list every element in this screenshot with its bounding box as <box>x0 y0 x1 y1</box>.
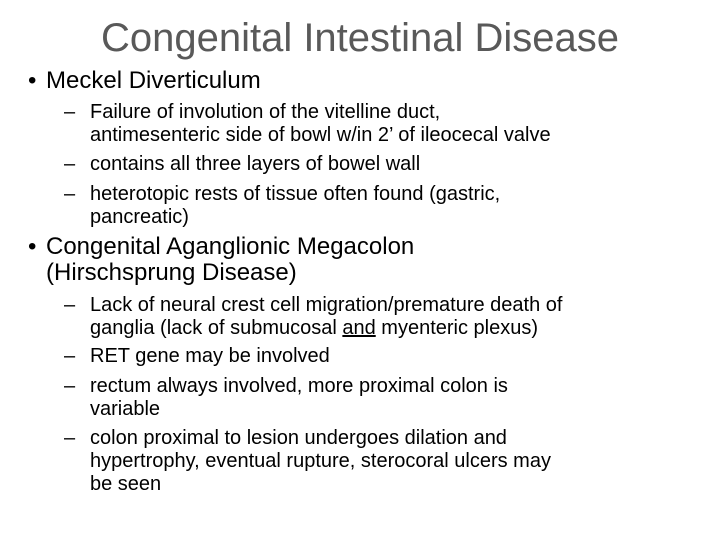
bullet-marker: • <box>28 233 37 260</box>
sub-bullet-rectum <box>64 375 704 421</box>
sub-bullet-text <box>90 294 704 340</box>
sub-bullet-heterotopic <box>64 183 704 229</box>
sub-bullet-neural-crest <box>64 294 704 340</box>
bullet-marker: • <box>28 67 37 94</box>
sub-bullet-text: rectum always involved, more proximal colon is variable <box>90 375 508 420</box>
sub-bullet-colon-proximal <box>64 427 704 496</box>
dash-marker: – <box>64 427 76 449</box>
slide-title: Congenital Intestinal Disease <box>100 16 620 60</box>
sub-bullet-text-part: Lack of neural crest cell migration/premature death of ganglia (lack of submucosal <box>90 294 563 339</box>
dash-marker: – <box>64 375 76 397</box>
sub-bullet-layers <box>64 153 704 176</box>
bullet-meckel <box>28 68 688 94</box>
sub-bullet-ret-gene <box>64 345 704 368</box>
dash-marker: – <box>64 183 76 205</box>
underlined-word: and <box>342 317 376 339</box>
sub-bullet-text-part: myenteric plexus) <box>375 317 539 339</box>
sub-bullet-text: heterotopic rests of tissue often found (gastric, pancreatic) <box>90 183 501 228</box>
dash-marker: – <box>64 101 76 123</box>
sub-bullet-text: Failure of involution of the vitelline duct, antimesenteric side of bowl w/in 2’ of ileocecal valve <box>90 101 551 146</box>
bullet-text: Meckel Diverticulum <box>46 67 261 94</box>
dash-marker: – <box>64 153 76 175</box>
sub-bullet-text: contains all three layers of bowel wall <box>90 153 421 175</box>
bullet-text: Congenital Aganglionic Megacolon (Hirschsprung Disease) <box>46 233 415 286</box>
sub-bullet-text: colon proximal to lesion undergoes dilation and hypertrophy, eventual rupture, sterocoral ulcers may be seen <box>90 427 551 495</box>
bullet-hirschsprung <box>28 234 688 286</box>
sub-bullet-vitelline <box>64 101 704 147</box>
dash-marker: – <box>64 345 76 367</box>
sub-bullet-text: RET gene may be involved <box>90 345 330 367</box>
dash-marker: – <box>64 294 76 316</box>
